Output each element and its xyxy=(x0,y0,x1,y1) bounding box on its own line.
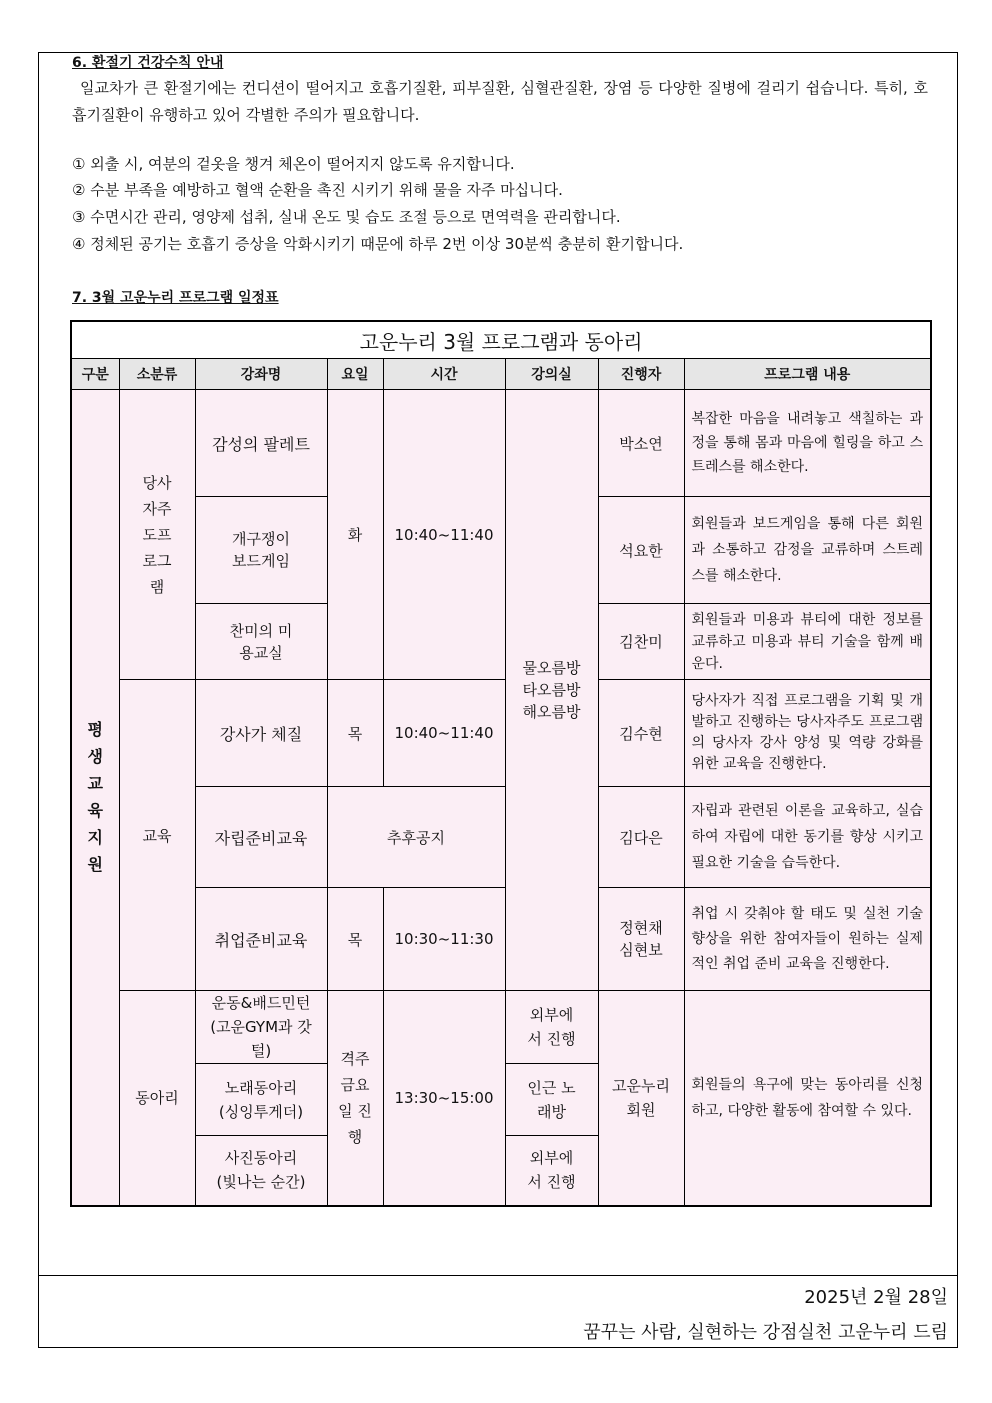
course-name: 감성의 팔레트 xyxy=(195,390,327,497)
section-7-title: 7. 3월 고운누리 프로그램 일정표 xyxy=(72,290,279,306)
section-6-paragraph: 일교차가 큰 환절기에는 컨디션이 떨어지고 호흡기질환, 피부질환, 심혈관질환, 장염 등 다양한 질병에 걸리기 쉽습니다. 특히, 호흡기질환이 유행하고 있어 각별한 주의가 필요합니다. xyxy=(72,79,928,124)
category-cell: 평생교육지원 xyxy=(71,390,119,1206)
course-name: 운동&배드민턴 (고운GYM과 갓털) xyxy=(195,991,327,1064)
course-name: 찬미의 미용교실 xyxy=(195,604,327,680)
table-header-row xyxy=(71,359,931,390)
club-leader-cell: 고운누리 회원 xyxy=(598,991,684,1206)
club-day-cell: 격주 금요일 진행 xyxy=(327,991,383,1206)
program-schedule-table xyxy=(70,320,932,1207)
shared-room-cell: 물오름방 타오름방 해오름방 xyxy=(505,390,598,991)
table-row xyxy=(71,888,931,991)
footer-date: 2025년 2월 28일 xyxy=(804,1287,948,1308)
time-cell: 10:30~11:30 xyxy=(383,888,505,991)
course-name: 강사가 체질 xyxy=(195,680,327,787)
day-time-cell: 추후공지 xyxy=(327,787,505,888)
club-time-cell: 13:30~15:00 xyxy=(383,991,505,1206)
leader-cell: 김수현 xyxy=(598,680,684,787)
group-cell-education: 교육 xyxy=(119,680,195,991)
table-row xyxy=(71,680,931,787)
header-course-name: 강좌명 xyxy=(195,359,327,390)
table-row xyxy=(71,390,931,497)
description-cell: 복잡한 마음을 내려놓고 색칠하는 과정을 통해 몸과 마음에 힐링을 하고 스트레스를 해소한다. xyxy=(684,390,931,497)
header-time: 시간 xyxy=(383,359,505,390)
header-room: 강의실 xyxy=(505,359,598,390)
time-cell: 10:40~11:40 xyxy=(383,680,505,787)
room-cell: 외부에서 진행 xyxy=(505,991,598,1064)
table-row xyxy=(71,787,931,888)
header-category: 구분 xyxy=(71,359,119,390)
course-name: 사진동아리 (빛나는 순간) xyxy=(195,1136,327,1206)
club-description-cell: 회원들의 욕구에 맞는 동아리를 신청하고, 다양한 활동에 참여할 수 있다. xyxy=(684,991,931,1206)
course-name: 개구쟁이 보드게임 xyxy=(195,497,327,604)
day-cell: 목 xyxy=(327,888,383,991)
description-cell: 당사자가 직접 프로그램을 기획 및 개발하고 진행하는 당사자주도 프로그램의 당사자 강사 양성 및 역량 강화를 위한 교육을 진행한다. xyxy=(684,680,931,787)
leader-cell: 정현채 심현보 xyxy=(598,888,684,991)
table-row xyxy=(71,991,931,1064)
time-cell: 10:40~11:40 xyxy=(383,390,505,680)
description-cell: 취업 시 갖춰야 할 태도 및 실천 기술 향상을 위한 참여자들이 원하는 실제적인 취업 준비 교육을 진행한다. xyxy=(684,888,931,991)
health-tip-4: ④ 정체된 공기는 호흡기 증상을 악화시키기 때문에 하루 2번 이상 30분씩 충분히 환기합니다. xyxy=(72,235,684,253)
header-subcategory: 소분류 xyxy=(119,359,195,390)
group-cell-club: 동아리 xyxy=(119,991,195,1206)
group-cell-self-led: 당사자주도프로그램 xyxy=(119,390,195,680)
description-cell: 회원들과 보드게임을 통해 다른 회원과 소통하고 감정을 교류하며 스트레스를 해소한다. xyxy=(684,497,931,604)
leader-cell: 김찬미 xyxy=(598,604,684,680)
footer-signature: 꿈꾸는 사람, 실현하는 강점실천 고운누리 드림 xyxy=(583,1322,948,1343)
leader-cell: 박소연 xyxy=(598,390,684,497)
health-tip-3: ③ 수면시간 관리, 영양제 섭취, 실내 온도 및 습도 조절 등으로 면역력을 관리합니다. xyxy=(72,208,621,226)
footer-divider xyxy=(38,1275,958,1276)
course-name: 취업준비교육 xyxy=(195,888,327,991)
room-cell: 인근 노래방 xyxy=(505,1064,598,1136)
day-cell: 화 xyxy=(327,390,383,680)
leader-cell: 석요한 xyxy=(598,497,684,604)
health-tip-1: ① 외출 시, 여분의 겉옷을 챙겨 체온이 떨어지지 않도록 유지합니다. xyxy=(72,155,515,173)
room-cell: 외부에서 진행 xyxy=(505,1136,598,1206)
course-name: 자립준비교육 xyxy=(195,787,327,888)
header-leader: 진행자 xyxy=(598,359,684,390)
description-cell: 자립과 관련된 이론을 교육하고, 실습하여 자립에 대한 동기를 향상 시키고 필요한 기술을 습득한다. xyxy=(684,787,931,888)
day-cell: 목 xyxy=(327,680,383,787)
header-day: 요일 xyxy=(327,359,383,390)
section-6-title: 6. 환절기 건강수칙 안내 xyxy=(72,55,224,71)
description-cell: 회원들과 미용과 뷰티에 대한 정보를 교류하고 미용과 뷰티 기술을 함께 배운다. xyxy=(684,604,931,680)
table-title: 고운누리 3월 프로그램과 동아리 xyxy=(71,321,931,359)
leader-cell: 김다은 xyxy=(598,787,684,888)
header-description: 프로그램 내용 xyxy=(684,359,931,390)
course-name: 노래동아리 (싱잉투게더) xyxy=(195,1064,327,1136)
health-tip-2: ② 수분 부족을 예방하고 혈액 순환을 촉진 시키기 위해 물을 자주 마십니다. xyxy=(72,181,563,199)
